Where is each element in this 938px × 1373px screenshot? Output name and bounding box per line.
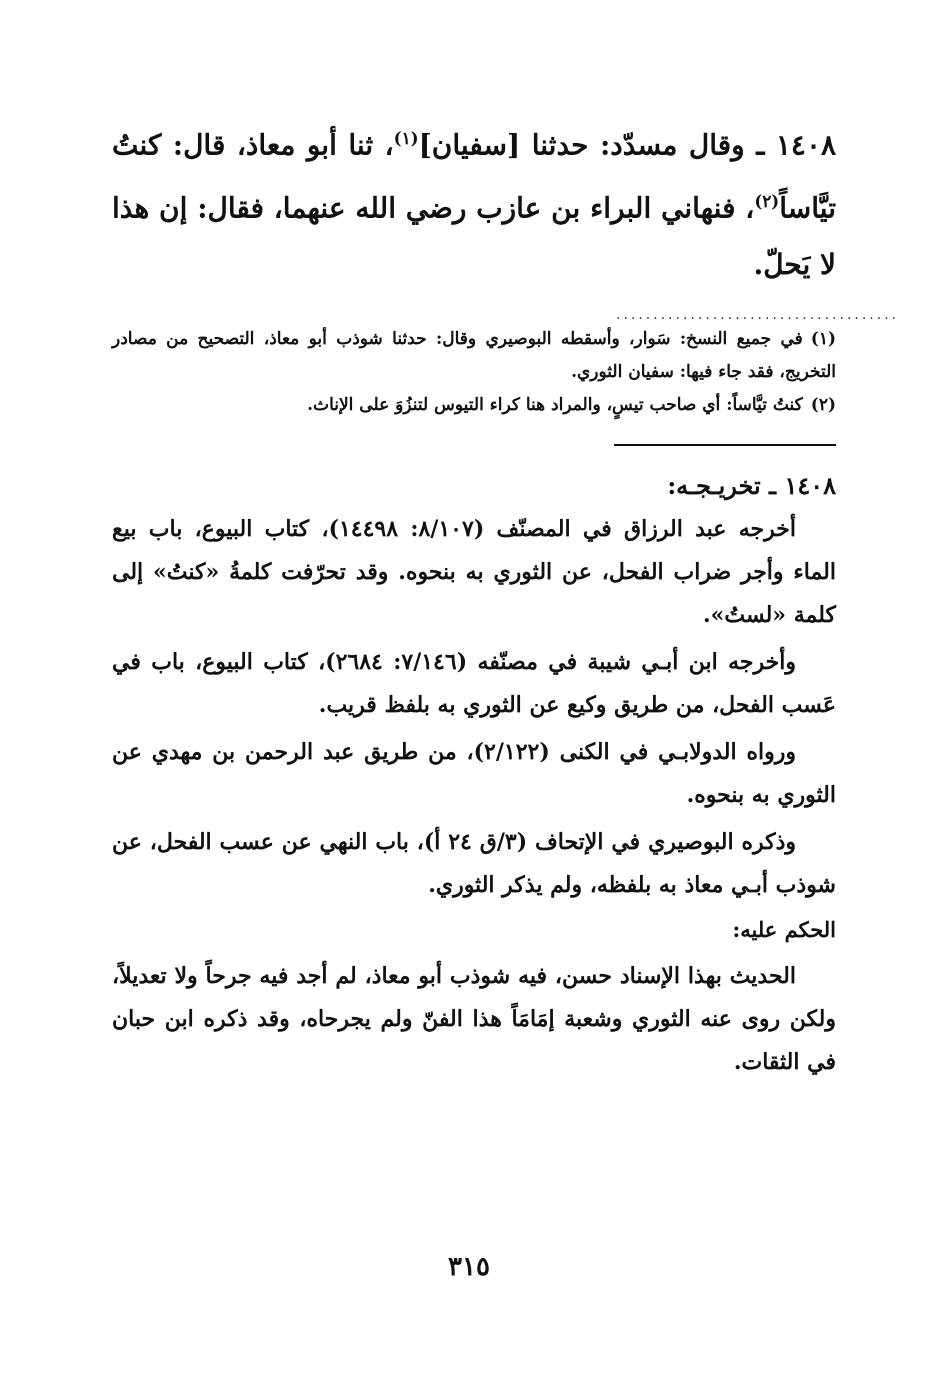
hukm-heading: الحكم عليه: [732, 916, 836, 942]
takhrij-paragraph-2: وأخرجه ابن أبـي شيبة في مصنّفه (٧/١٤٦: ٢٦٨٤)، كتاب البيوع، باب في عَسب الفحل، من طريق وكيع عن الثوري به بلفظ قريب. [112, 648, 836, 718]
section-divider [614, 444, 836, 446]
footnote-ref-2[interactable]: (٢) [754, 191, 780, 212]
footnote-ref-1[interactable]: (١) [393, 128, 419, 148]
footnote-1 [112, 323, 836, 389]
takhrij-paragraph-1: أخرجه عبد الرزاق في المصنّف (٨/١٠٧: ١٤٤٩٨)، كتاب البيوع، باب بيع الماء وأجر ضراب الفحل، عن الثوري به بنحوه. وقد تحرّفت كلمةُ «كنتُ» إلى كلمة «لستُ». [112, 515, 836, 628]
footnote-2 [112, 389, 836, 422]
footnote-2-text: كنتُ تيَّاساً: أي صاحب تيسٍ، والمراد هنا كراء التيوس لتنزُوَ على الإناث. [307, 394, 803, 415]
footnote-2-number: (٢) [810, 394, 836, 415]
takhrij-paragraph-3: ورواه الدولابـي في الكنى (٢/١٢٢)، من طريق عبد الرحمن بن مهدي عن الثوري به بنحوه. [112, 738, 836, 808]
hadith-number: ١٤٠٨ [775, 128, 837, 162]
takhrij-paragraph-4: وذكره البوصيري في الإتحاف (٣/ق ٢٤ أ)، باب النهي عن عسب الفحل، عن شوذب أبـي معاذ به بلفظه، ولم يذكر الثوري. [112, 828, 836, 898]
hadith-part-1: وقال مسدّد: حدثنا [سفيان] [418, 128, 745, 162]
footnote-separator-dots: ...................................... [616, 306, 900, 323]
footnote-1-number: (١) [810, 328, 836, 349]
takhrij-heading: ١٤٠٨ ـ تخريـجـه: [667, 470, 836, 500]
page-body [112, 110, 900, 1088]
hukm-text: الحديث بهذا الإسناد حسن، فيه شوذب أبو معاذ، لم أجد فيه جرحاً ولا تعديلاً، ولكن روى عنه الثوري وشعبة إمَامَاً هذا الفنّ ولم يجرحاه، وقد ذكره ابن حبان في الثقات. [112, 962, 836, 1075]
footnote-1-text: في جميع النسخ: سَوار، وأسقطه البوصيري وقال: حدثنا شوذب أبو معاذ، التصحيح من مصادر التخريج، فقد جاء فيها: سفيان الثوري. [112, 328, 836, 382]
hadith-part-3: ، فنهاني البراء بن عازب رضي الله عنهما، فقال: إن هذا لا يَحلّ. [112, 191, 836, 281]
hadith-text [112, 110, 836, 293]
page-number: ٣١٥ [448, 1252, 490, 1282]
hadith-part-2: ، ثنا أبو معاذ، قال: كنتُ تيَّاساً [112, 128, 836, 225]
hadith-dash: ـ [756, 128, 765, 162]
